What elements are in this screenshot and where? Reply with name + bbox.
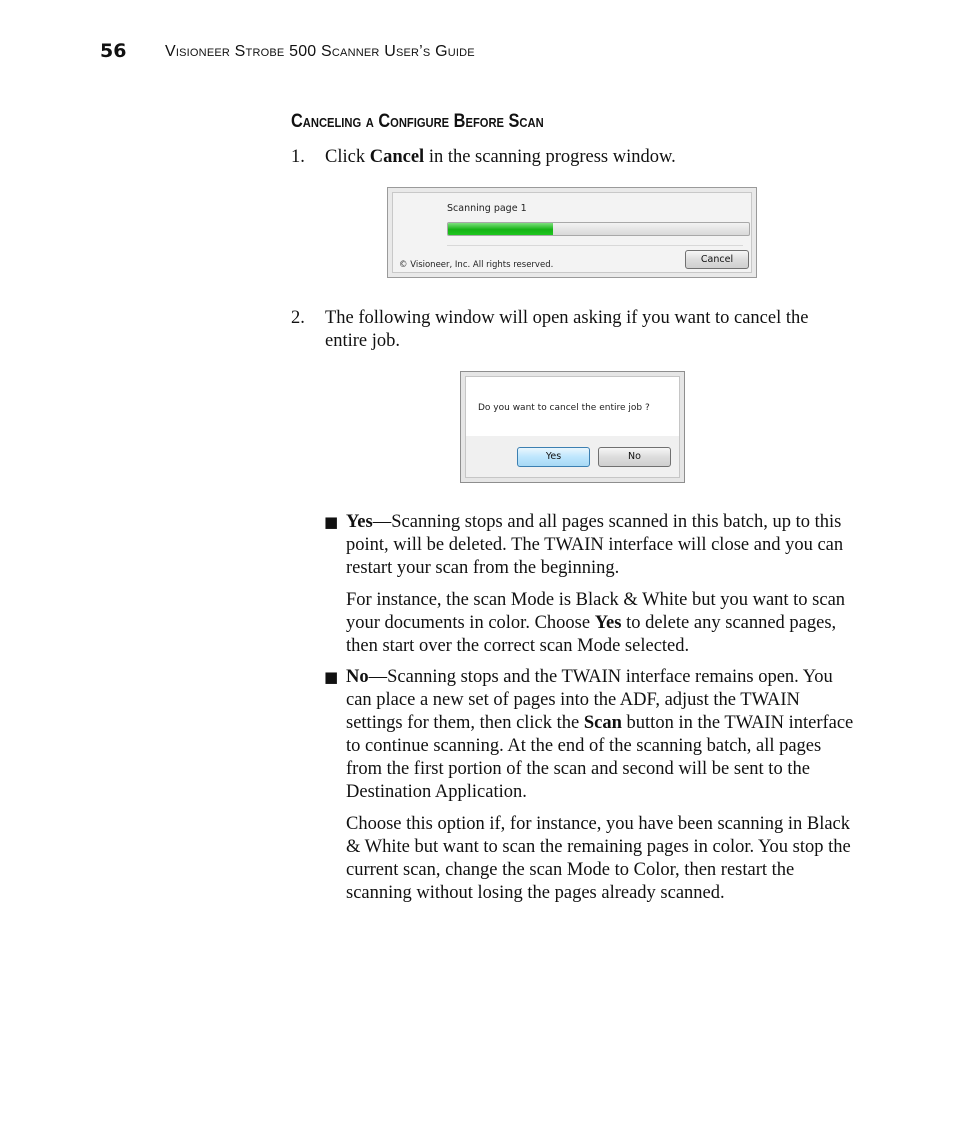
progress-bar-fill — [448, 223, 553, 235]
yes-example-paragraph: For instance, the scan Mode is Black & White but you want to scan your documents in color. Choose Yes to delete any scanned pages, then start over the correct scan Mode selected. — [346, 590, 846, 656]
bullet-text: Yes—Scanning stops and all pages scanned in this batch, up to this point, will be deleted. The TWAIN interface will close and you can restart your scan from the beginning. — [346, 512, 844, 578]
progress-bar — [447, 222, 750, 236]
copyright-text: © Visioneer, Inc. All rights reserved. — [399, 260, 554, 270]
progress-status: Scanning page 1 — [447, 203, 527, 214]
no-term: No — [346, 667, 369, 687]
running-title: Visioneer Strobe 500 Scanner User’s Guide — [165, 43, 475, 60]
bullet-marker: ■ — [324, 668, 339, 686]
cancel-term: Cancel — [369, 147, 425, 167]
section-title: Canceling a Configure Before Scan — [291, 111, 544, 132]
page-number: 56 — [100, 40, 127, 62]
bullet-text: No—Scanning stops and the TWAIN interface remains open. You can place a new set of pages into the ADF, adjust the TWAIN settings for them, then click the Scan button in the TWAIN interface to continue scanning. At the end of the scanning batch, all pages from the first portion of the scan and second will be sent to the Destination Application. — [346, 667, 854, 802]
cancel-job-dialog — [460, 371, 685, 483]
step-text: The following window will open asking if you want to cancel the entire job. — [325, 308, 809, 351]
dialog-message-area — [466, 377, 679, 436]
scanning-progress-window — [387, 187, 757, 278]
yes-term-inline: Yes — [594, 613, 622, 633]
step-number: 1. — [291, 147, 305, 167]
dialog-body — [465, 376, 680, 478]
scan-term: Scan — [583, 713, 622, 733]
no-example-paragraph: Choose this option if, for instance, you have been scanning in Black & White but want to scan the remaining pages in color. You stop the current scan, change the scan Mode to Color, then restart the scanning without losing the pages already scanned. — [346, 814, 851, 903]
progress-window-body — [392, 192, 752, 273]
no-button[interactable]: No — [598, 447, 671, 467]
yes-term: Yes — [346, 512, 373, 532]
dialog-message: Do you want to cancel the entire job ? — [478, 403, 650, 413]
divider — [447, 245, 743, 246]
cancel-button[interactable]: Cancel — [685, 250, 749, 269]
step-text: Click Cancel in the scanning progress window. — [325, 147, 676, 167]
yes-button[interactable]: Yes — [517, 447, 590, 467]
step-number: 2. — [291, 308, 305, 328]
bullet-marker: ■ — [324, 513, 339, 531]
